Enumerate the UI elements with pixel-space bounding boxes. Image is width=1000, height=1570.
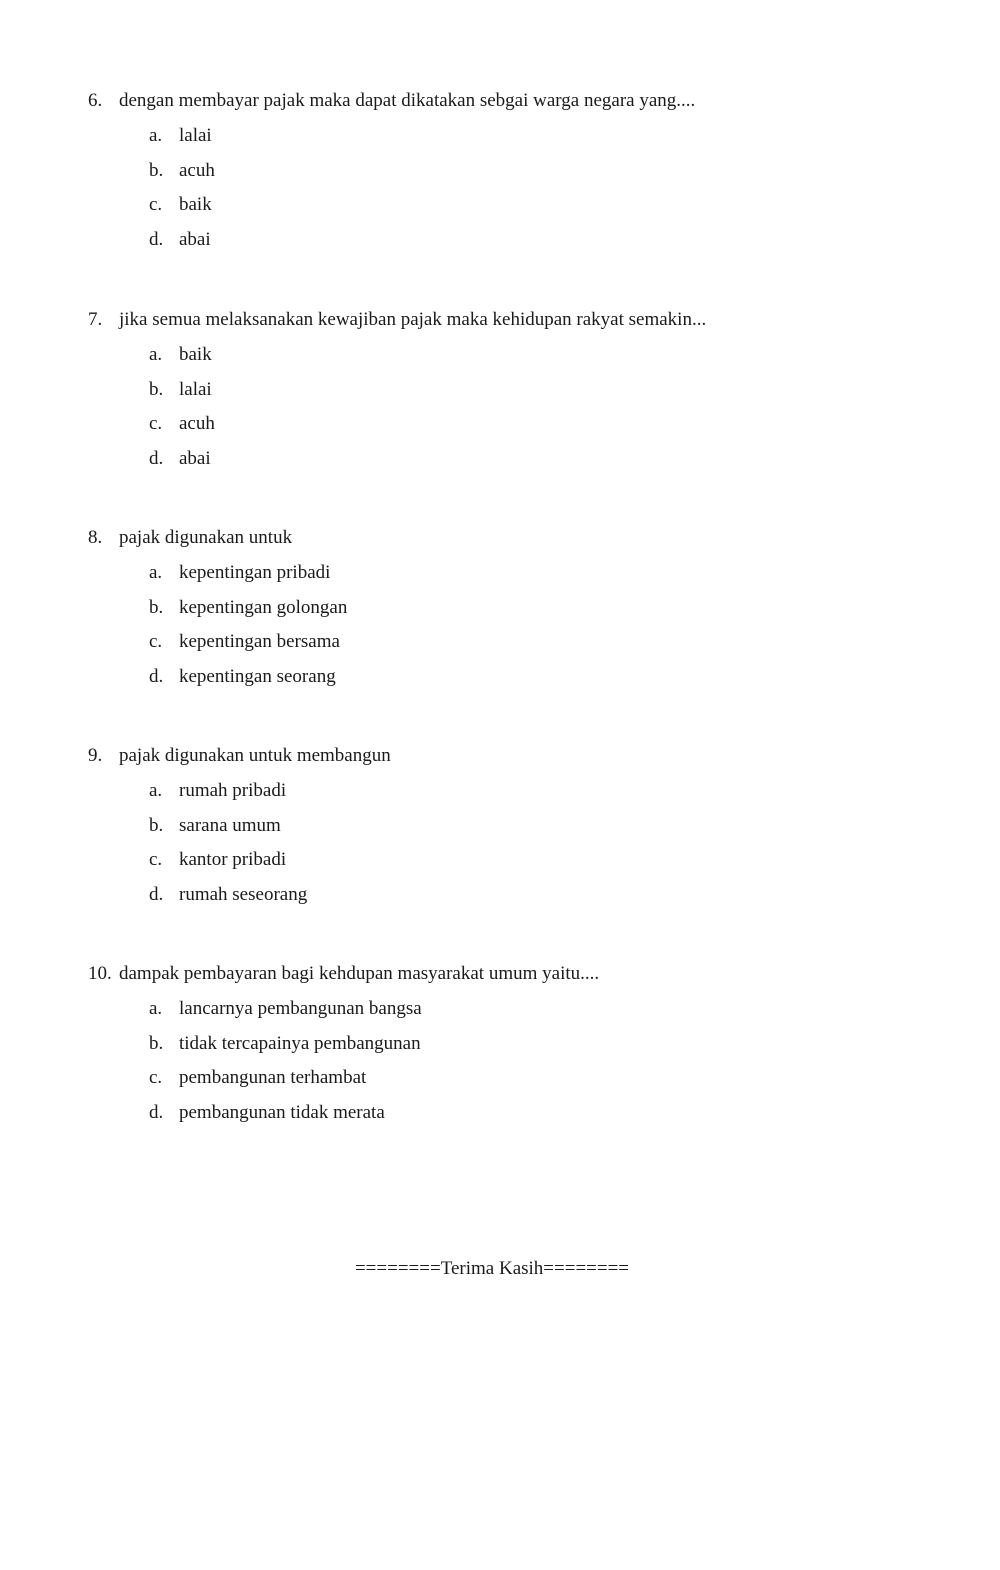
option-text: lancarnya pembangunan bangsa (179, 998, 422, 1019)
option-list (88, 124, 948, 252)
option-b[interactable] (149, 378, 948, 402)
option-letter: c. (149, 413, 163, 435)
option-letter: c. (149, 631, 163, 653)
option-text: kepentingan seorang (179, 665, 336, 687)
option-text: pembangunan tidak merata (179, 1101, 385, 1123)
option-letter: d. (149, 1101, 164, 1123)
option-letter: a. (149, 998, 163, 1019)
option-text: kantor pribadi (179, 849, 287, 871)
option-b[interactable] (149, 159, 948, 183)
option-text: abai (179, 447, 211, 469)
option-letter: a. (149, 344, 163, 365)
option-letter: c. (149, 849, 163, 871)
question-9 (88, 744, 948, 917)
option-letter: b. (149, 159, 164, 181)
question-text: dengan membayar pajak maka dapat dikatakan sebgai warga negara yang.... (119, 90, 696, 111)
option-text: lalai (179, 125, 212, 146)
option-b[interactable] (149, 814, 948, 838)
option-a[interactable] (149, 124, 948, 148)
question-number: 9. (88, 745, 103, 766)
option-text: baik (179, 194, 212, 216)
question-7 (88, 308, 948, 481)
option-c[interactable] (149, 630, 948, 654)
option-a[interactable] (149, 997, 948, 1021)
question-text-line (88, 526, 948, 550)
option-text: baik (179, 344, 212, 365)
option-text: pembangunan terhambat (179, 1067, 367, 1089)
option-text: rumah pribadi (179, 780, 287, 801)
option-d[interactable] (149, 1101, 948, 1125)
question-text: dampak pembayaran bagi kehdupan masyarakat umum yaitu.... (119, 963, 600, 984)
option-d[interactable] (149, 228, 948, 252)
option-b[interactable] (149, 1032, 948, 1056)
option-a[interactable] (149, 343, 948, 367)
option-letter: d. (149, 665, 164, 687)
question-10 (88, 962, 948, 1135)
question-text-line (88, 308, 948, 332)
option-text: kepentingan pribadi (179, 562, 331, 583)
option-text: lalai (179, 378, 212, 400)
question-text-line (88, 744, 948, 768)
option-letter: a. (149, 125, 163, 146)
option-text: abai (179, 228, 211, 250)
option-list (88, 561, 948, 689)
option-list (88, 997, 948, 1125)
option-letter: b. (149, 814, 164, 836)
option-text: tidak tercapainya pembangunan (179, 1032, 421, 1054)
question-text: jika semua melaksanakan kewajiban pajak maka kehidupan rakyat semakin... (119, 309, 707, 330)
closing-text: ========Terima Kasih======== (354, 1258, 630, 1279)
option-letter: d. (149, 447, 164, 469)
question-8 (88, 526, 948, 699)
option-d[interactable] (149, 665, 948, 689)
option-letter: d. (149, 883, 164, 905)
option-list (88, 779, 948, 907)
option-d[interactable] (149, 883, 948, 907)
option-c[interactable] (149, 193, 948, 217)
question-text-line (88, 89, 948, 113)
option-a[interactable] (149, 779, 948, 803)
option-letter: b. (149, 378, 164, 400)
question-number: 6. (88, 90, 103, 111)
option-letter: a. (149, 562, 163, 583)
option-text: acuh (179, 413, 215, 435)
question-6 (88, 89, 948, 262)
question-number: 7. (88, 309, 103, 330)
question-number: 8. (88, 527, 103, 548)
option-letter: b. (149, 1032, 164, 1054)
option-letter: c. (149, 194, 163, 216)
option-a[interactable] (149, 561, 948, 585)
question-text: pajak digunakan untuk membangun (119, 745, 391, 766)
question-number: 10. (88, 963, 112, 984)
option-letter: a. (149, 780, 163, 801)
option-text: acuh (179, 159, 215, 181)
option-letter: b. (149, 596, 164, 618)
option-letter: d. (149, 228, 164, 250)
option-c[interactable] (149, 412, 948, 436)
option-c[interactable] (149, 848, 948, 872)
question-text: pajak digunakan untuk (119, 527, 293, 548)
option-b[interactable] (149, 596, 948, 620)
option-text: kepentingan golongan (179, 596, 348, 618)
option-c[interactable] (149, 1066, 948, 1090)
question-text-line (88, 962, 948, 986)
option-list (88, 343, 948, 471)
option-text: rumah seseorang (179, 883, 308, 905)
option-text: kepentingan bersama (179, 631, 340, 653)
option-letter: c. (149, 1067, 163, 1089)
option-d[interactable] (149, 447, 948, 471)
option-text: sarana umum (179, 814, 281, 836)
